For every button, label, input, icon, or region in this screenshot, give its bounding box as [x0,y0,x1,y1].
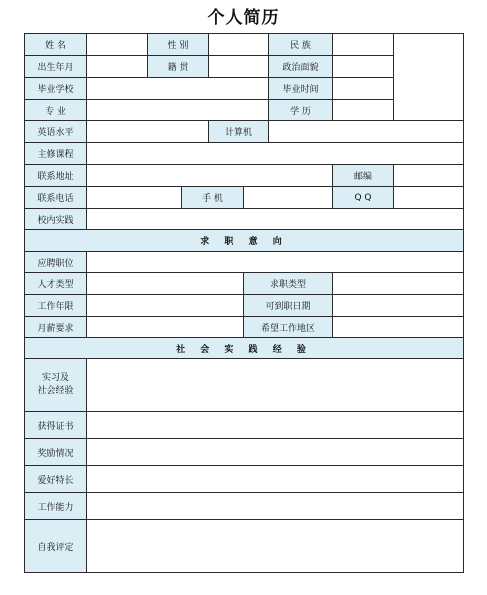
awards-label: 奖励情况 [24,438,87,466]
phone-label: 联系电话 [24,186,87,209]
political-label: 政治面貌 [268,55,333,78]
grad-time-field[interactable] [332,77,394,100]
computer-label: 计算机 [208,120,269,143]
gender-field[interactable] [208,33,269,56]
major-field[interactable] [86,99,269,121]
courses-field[interactable] [86,142,464,165]
postcode-label: 邮编 [332,164,394,187]
english-label: 英语水平 [24,120,87,143]
birth-field[interactable] [86,55,148,78]
grad-time-label: 毕业时间 [268,77,333,100]
ability-label: 工作能力 [24,492,87,520]
region-field[interactable] [332,316,464,338]
position-label: 应聘职位 [24,251,87,273]
internship-label-line1: 实习及 [41,373,69,383]
qq-label: Q Q [332,186,394,209]
job-type-field[interactable] [332,272,464,295]
postcode-field[interactable] [393,164,464,187]
years-label: 工作年限 [24,294,87,317]
native-place-field[interactable] [208,55,269,78]
ethnicity-label: 民 族 [268,33,333,56]
mobile-label: 手 机 [181,186,244,209]
native-place-label: 籍 贯 [147,55,209,78]
region-label: 希望工作地区 [243,316,333,338]
awards-field[interactable] [86,438,464,466]
address-label: 联系地址 [24,164,87,187]
self-eval-label: 自我评定 [24,519,87,573]
birth-label: 出生年月 [24,55,87,78]
address-field[interactable] [86,164,333,187]
available-date-label: 可到职日期 [243,294,333,317]
salary-label: 月薪要求 [24,316,87,338]
gender-label: 性 别 [147,33,209,56]
internship-label [24,358,87,412]
campus-field[interactable] [86,208,464,230]
name-label: 姓 名 [24,33,87,56]
hobbies-field[interactable] [86,465,464,493]
available-date-field[interactable] [332,294,464,317]
internship-field[interactable] [86,358,464,412]
page-title: 个人简历 [207,8,280,28]
job-intention-header: 求 职 意 向 [24,229,464,252]
photo-box[interactable] [393,33,464,121]
salary-field[interactable] [86,316,244,338]
qq-field[interactable] [393,186,464,209]
major-label: 专 业 [24,99,87,121]
computer-field[interactable] [268,120,464,143]
hobbies-label: 爱好特长 [24,465,87,493]
degree-label: 学 历 [268,99,333,121]
certificates-label: 获得证书 [24,411,87,439]
mobile-field[interactable] [243,186,333,209]
talent-type-field[interactable] [86,272,244,295]
social-practice-header: 社 会 实 践 经 验 [24,337,464,359]
degree-field[interactable] [332,99,394,121]
ethnicity-field[interactable] [332,33,394,56]
name-field[interactable] [86,33,148,56]
talent-type-label: 人才类型 [24,272,87,295]
ability-field[interactable] [86,492,464,520]
years-field[interactable] [86,294,244,317]
english-field[interactable] [86,120,209,143]
courses-label: 主修课程 [24,142,87,165]
self-eval-field[interactable] [86,519,464,573]
job-type-label: 求职类型 [243,272,333,295]
campus-label: 校内实践 [24,208,87,230]
phone-field[interactable] [86,186,182,209]
school-label: 毕业学校 [24,77,87,100]
position-field[interactable] [86,251,464,273]
school-field[interactable] [86,77,269,100]
internship-label-line2: 社会经验 [37,386,74,396]
certificates-field[interactable] [86,411,464,439]
political-field[interactable] [332,55,394,78]
